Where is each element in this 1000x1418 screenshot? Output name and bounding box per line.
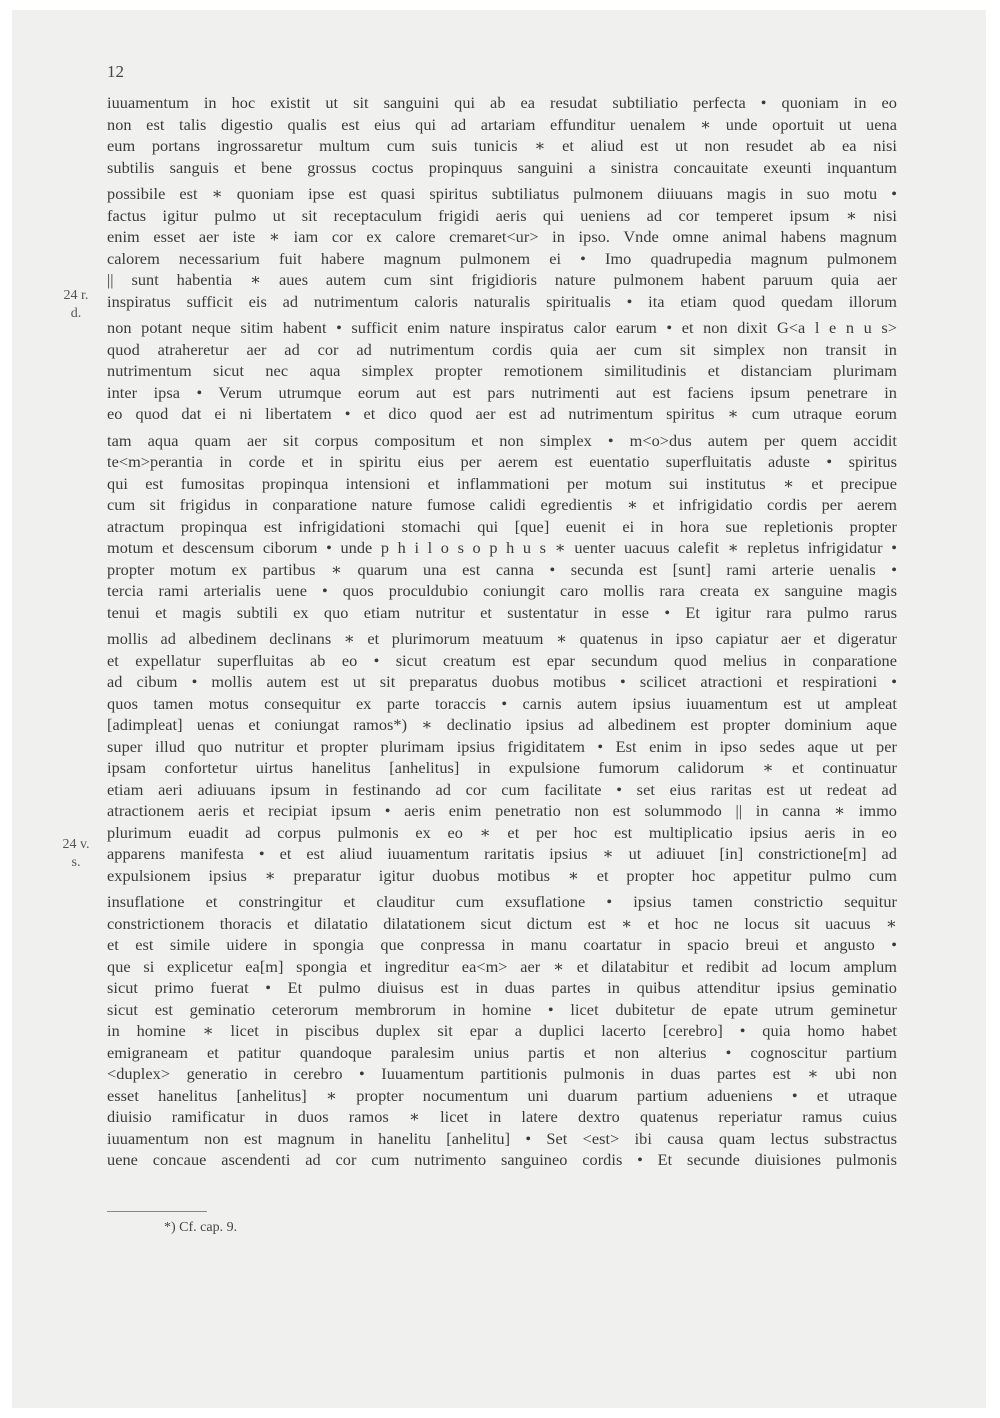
- margin-note-24v: [55, 836, 97, 872]
- text-line: apparens manifesta • et est aliud iuuamentum raritatis ipsius ∗ ut adiuuet [in] constrictione[m] ad: [107, 844, 897, 863]
- footnote-rule: [107, 1211, 207, 1212]
- text-line: non est talis digestio qualis est eius qui ad artariam effunditur uenalem ∗ unde oportuit ut uena: [107, 114, 897, 134]
- footnote: *) Cf. cap. 9.: [164, 1220, 238, 1235]
- text-line: ad cibum • mollis autem est ut sit preparatus duobus motibus • scilicet atractioni et respirationi •: [107, 672, 897, 691]
- text-line: in homine ∗ licet in piscibus duplex sit epar a duplici lacerto [cerebro] • quia homo habet: [107, 1021, 897, 1040]
- margin-note-line: 24 r.: [63, 288, 89, 303]
- text-line: esset hanelitus [anhelitus] ∗ propter nocumentum uni duarum partium adueniens • et utraque: [107, 1085, 897, 1105]
- text-line: quos tamen motus consequitur ex parte toraccis • carnis autem ipsius iuuamentum est ut ampleat: [107, 693, 897, 713]
- text-line: uene concaue ascendenti ad cor cum nutrimento sanguineo cordis • Et secunde diuisiones pulmonis: [107, 1150, 897, 1169]
- text-line: non potant neque sitim habent • sufficit enim nature inspiratus calor earum • et non dixit G<a l e n u s>: [107, 318, 897, 337]
- margin-note-line: 24 v.: [62, 837, 90, 852]
- text-line: tenui et magis subtili ex quo etiam nutritur et sustentatur in esse • Et igitur rara pulmo rarus: [107, 602, 897, 622]
- text-line: plurimum euadit ad corpus pulmonis ex eo ∗ et per hoc est multiplicatio ipsius aeris in eo: [107, 822, 897, 842]
- text-line: expulsionem ipsius ∗ preparatur igitur duobus motibus ∗ et propter hoc appetitur pulmo cum: [107, 865, 897, 885]
- text-line: tercia rami arterialis uene • quos proculdubio coniungit caro mollis rara creata ex sanguine magis: [107, 581, 897, 600]
- text-line: || sunt habentia ∗ aues autem cum sint frigidioris nature pulmonem habent paruum quia aer: [107, 270, 897, 289]
- text-line: sicut est geminatio ceterorum membrorum in homine • licet dubitetur de epate utrum geminetur: [107, 999, 897, 1019]
- text-line: mollis ad albedinem declinans ∗ et plurimorum meatuum ∗ quatenus in ipso capiatur aer et digeratur: [107, 629, 897, 648]
- page-number: 12: [107, 62, 124, 81]
- text-line: et est simile uidere in spongia que conpressa in manu coartatur in spacio breui et angusto •: [107, 935, 897, 954]
- text-line: ipsam confortetur uirtus hanelitus [anhelitus] in expulsione fumorum calidorum ∗ et continuatur: [107, 758, 897, 777]
- margin-note-line: d.: [70, 306, 82, 321]
- text-line: et expellatur superfluitas ab eo • sicut creatum est epar secundum quod melius in conparatione: [107, 650, 897, 670]
- text-line: eo quod dat ei ni libertatem • et dico quod aer est ad nutrimentum spiritus ∗ cum utraque eorum: [107, 404, 897, 423]
- text-line: atractionem aeris et recipiat ipsum • aeris enim penetratio non est solummodo || in canna ∗ immo: [107, 801, 897, 820]
- text-line: eum portans ingrossaretur multum cum suis tunicis ∗ et aliud est ut non resudet ab ea nisi: [107, 136, 897, 155]
- text-line: quod atraheretur aer ad cor ad nutrimentum cordis quia aer cum sit simplex non transit in: [107, 339, 897, 359]
- text-line: enim esset aer iste ∗ iam cor ex calore cremaret<ur> in ipso. Vnde omne animal habens magnum: [107, 227, 897, 246]
- text-line: iuuamentum non est magnum in hanelitu [anhelitu] • Set <est> ibi causa quam lectus substractus: [107, 1128, 897, 1148]
- text-line: nutrimentum sicut nec aqua simplex propter remotionem similitudinis et distanciam plurimam: [107, 361, 897, 380]
- body-text: [107, 92, 897, 1171]
- text-line: tam aqua quam aer sit corpus compositum et non simplex • m<o>dus autem per quem accidit: [107, 430, 897, 450]
- text-line: diuisio ramificatur in duos ramos ∗ licet in latere dextro quatenus reperiatur ramus cuius: [107, 1107, 897, 1126]
- text-line: possibile est ∗ quoniam ipse est quasi spiritus subtiliatus pulmonem diiuuans magis in suo motu •: [107, 184, 897, 203]
- text-line: calorem necessarium fuit habere magnum pulmonem ei • Imo quadrupedia magnum pulmonem: [107, 248, 897, 268]
- margin-note-line: s.: [71, 855, 81, 870]
- text-line: [adimpleat] uenas et coniungat ramos*) ∗ declinatio ipsius ad albedinem est propter dominium aque: [107, 715, 897, 734]
- text-line: etiam aeri adiuuans ipsum in festinando ad cor cum facilitate • set eius raritas est ut redeat ad: [107, 779, 897, 799]
- text-line: insuflatione et constringitur et clauditur cum exsuflatione • ipsius tamen constrictio sequitur: [107, 892, 897, 911]
- text-line: propter motum ex partibus ∗ quarum una est canna • secunda est [sunt] rami arterie uenalis •: [107, 559, 897, 579]
- text-line: qui est fumositas propinqua intensioni et inflammationi per motum sui institutus ∗ et precipue: [107, 473, 897, 493]
- text-line: super illud quo nutritur et propter plurimam ipsius frigiditatem • Est enim in ipso sedes aque ut per: [107, 736, 897, 756]
- text-line: emigraneam et patitur quandoque paralesim unius partis et non alterius • cognoscitur partium: [107, 1042, 897, 1062]
- text-line: que si explicetur ea[m] spongia et ingreditur ea<m> aer ∗ et dilatabitur et redibit ad locum amplum: [107, 956, 897, 976]
- text-line: <duplex> generatio in cerebro • Iuuamentum partitionis pulmonis in duas partes est ∗ ubi non: [107, 1064, 897, 1083]
- text-line: constrictionem thoracis et dilatatio dilatationem sicut dictum est ∗ et hoc ne locus sit uacuus ∗: [107, 913, 897, 933]
- text-line: te<m>perantia in corde et in spiritu eius per aerem est euentatio superfluitatis aduste • spiritus: [107, 452, 897, 471]
- text-line: iuuamentum in hoc existit ut sit sanguini qui ab ea resudat subtiliatio perfecta • quoniam in eo: [107, 93, 897, 112]
- text-line: motum et descensum ciborum • unde p h i l o s o p h u s ∗ uenter uacuus calefit ∗ repletus infrigidatur •: [107, 538, 897, 557]
- text-line: inter ipsa • Verum utrumque eorum aut est pars nutrimenti aut est faciens ipsum penetrare in: [107, 382, 897, 402]
- text-line: sicut primo fuerat • Et pulmo diuisus est in duas partes in quibus attenditur ipsius geminatio: [107, 978, 897, 997]
- text-line: subtilis sanguis et bene grossus coctus propinquus sanguini a sinistra concauitate exeunti inquantum: [107, 157, 897, 177]
- text-line: atractum propinqua est infrigidationi stomachi qui [que] euenit ei in hora sue repletionis propter: [107, 516, 897, 536]
- text-line: inspiratus sufficit eis ad nutrimentum caloris naturalis spiritualis • ita etiam quod quedam illorum: [107, 291, 897, 311]
- text-line: factus igitur pulmo ut sit receptaculum frigidi aeris qui ueniens ad cor temperet ipsum ∗ nisi: [107, 205, 897, 225]
- margin-note-24r: [55, 287, 97, 323]
- text-line: cum sit frigidus in conparatione nature fumose calidi egredientis ∗ et infrigidatio cordis per aerem: [107, 495, 897, 514]
